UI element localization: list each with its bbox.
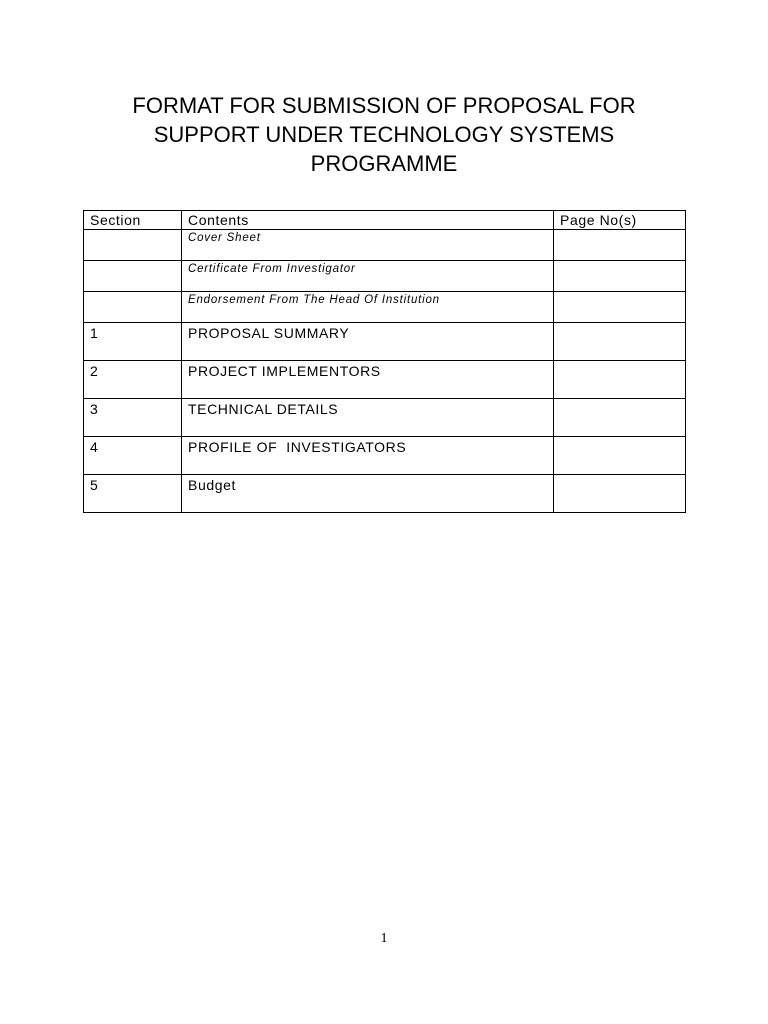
row-page [554, 261, 686, 292]
row-section [84, 292, 182, 323]
row-section [84, 230, 182, 261]
row-contents: PROJECT IMPLEMENTORS [182, 361, 554, 399]
row-section: 3 [84, 399, 182, 437]
table-header-row [84, 211, 686, 230]
title-line-1: FORMAT FOR SUBMISSION OF PROPOSAL FOR [132, 93, 636, 118]
row-contents: Endorsement From The Head Of Institution [182, 292, 554, 323]
row-page [554, 437, 686, 475]
header-contents: Contents [182, 211, 554, 230]
row-page [554, 323, 686, 361]
table-row [84, 261, 686, 292]
table-row [84, 437, 686, 475]
row-page [554, 230, 686, 261]
row-page [554, 399, 686, 437]
page-title [60, 91, 708, 178]
row-contents: PROPOSAL SUMMARY [182, 323, 554, 361]
table-row [84, 323, 686, 361]
table-row [84, 475, 686, 513]
header-page: Page No(s) [554, 211, 686, 230]
table-row [84, 292, 686, 323]
row-section: 2 [84, 361, 182, 399]
row-page [554, 475, 686, 513]
row-contents: Budget [182, 475, 554, 513]
row-page [554, 361, 686, 399]
row-section: 5 [84, 475, 182, 513]
row-section: 4 [84, 437, 182, 475]
table-row [84, 399, 686, 437]
page-number: 1 [380, 931, 388, 946]
title-line-2: SUPPORT UNDER TECHNOLOGY SYSTEMS [153, 122, 615, 147]
title-line-3: PROGRAMME [310, 151, 458, 176]
row-contents: Cover Sheet [182, 230, 554, 261]
header-section: Section [84, 211, 182, 230]
row-contents: TECHNICAL DETAILS [182, 399, 554, 437]
row-section [84, 261, 182, 292]
row-contents: Certificate From Investigator [182, 261, 554, 292]
contents-table [83, 210, 686, 513]
table-row [84, 361, 686, 399]
row-section: 1 [84, 323, 182, 361]
row-page [554, 292, 686, 323]
row-contents: PROFILE OF INVESTIGATORS [182, 437, 554, 475]
table-row [84, 230, 686, 261]
